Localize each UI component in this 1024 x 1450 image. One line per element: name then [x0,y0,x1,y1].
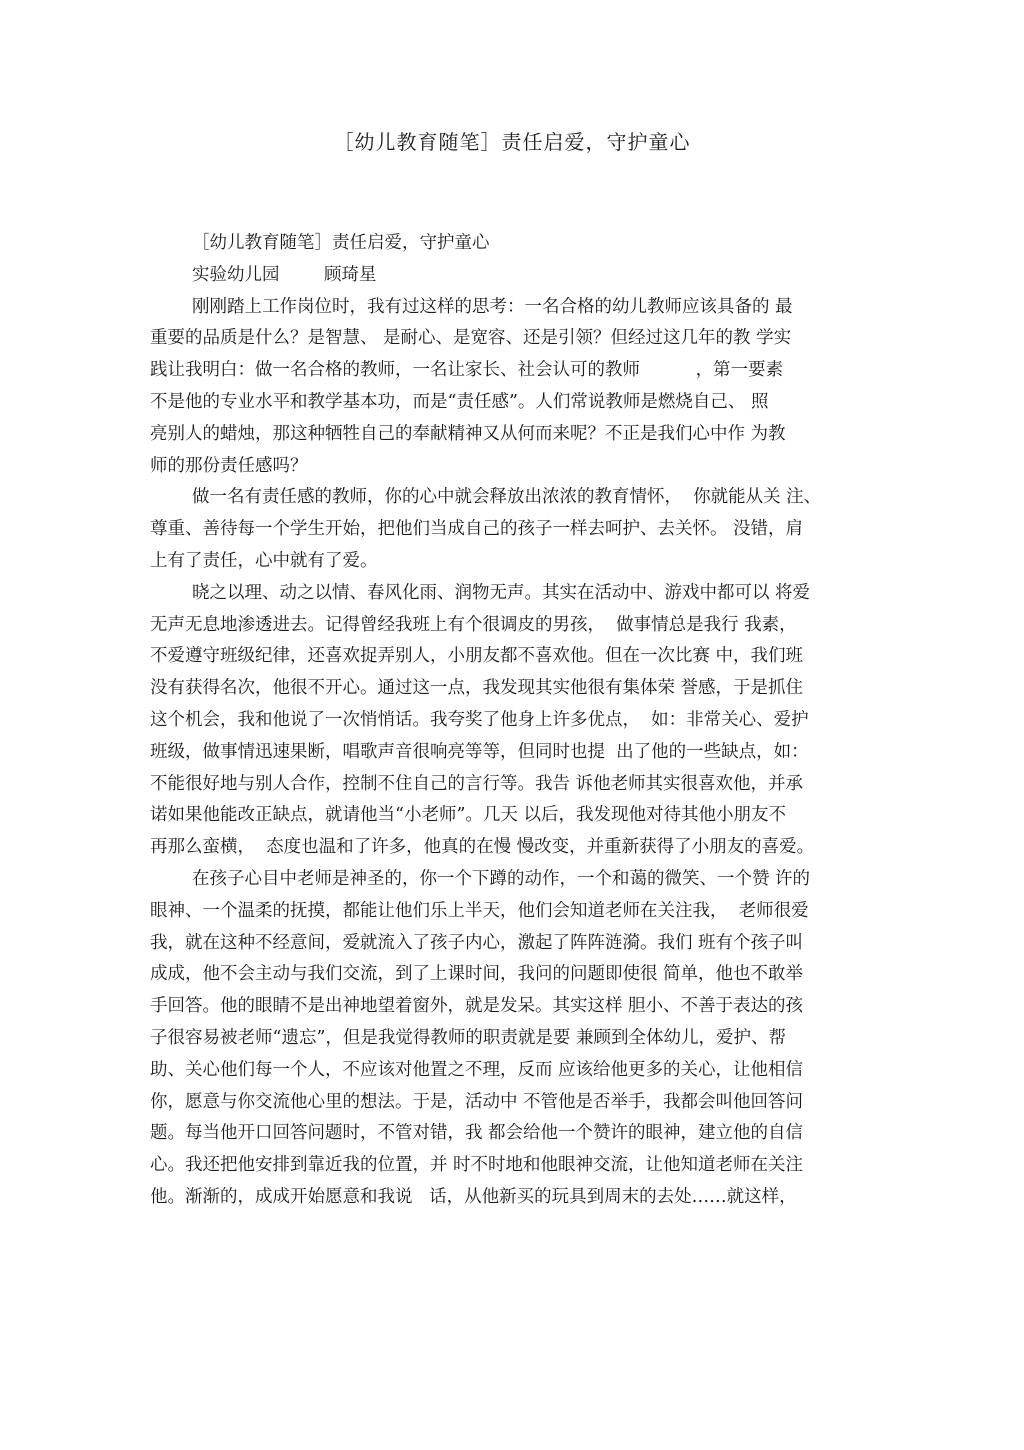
text-line: 师的那份责任感吗？ [150,455,308,476]
text-line: 手回答。他的眼睛不是出神地望着窗外，就是发呆。其实这样 胆小、不善于表达的孩 [150,996,804,1017]
document-title: ［幼儿教育随笔］责任启爱，守护童心 [333,130,691,154]
text-line: 晓之以理、动之以情、春风化雨、润物无声。其实在活动中、游戏中都可以 将爱 [192,582,811,603]
text-line: 你，愿意与你交流他心里的想法。于是，活动中 不管他是否举手，我都会叫他回答问 [150,1091,804,1112]
text-line: 这个机会，我和他说了一次悄悄话。我夸奖了他身上许多优点， 如：非常关心、爱护 [150,709,809,730]
text-line: 子很容易被老师“遗忘”，但是我觉得教师的职责就是要 兼顾到全体幼儿，爱护、帮 [150,1027,786,1048]
text-line: 亮别人的蜡烛，那这种牺牲自己的奉献精神又从何而来呢？不正是我们心中作 为教 [150,423,786,444]
text-line: 在孩子心目中老师是神圣的，你一个下蹲的动作，一个和蔼的微笑、一个赞 许的 [192,868,811,889]
text-line: 题。每当他开口回答问题时，不管对错，我 都会给他一个赞许的眼神，建立他的自信 [150,1123,804,1144]
text-line: 诺如果他能改正缺点，就请他当“小老师”。几天 以后，我发现他对待其他小朋友不 [150,805,786,826]
text-line: 他。渐渐的，成成开始愿意和我说 话，从他新买的玩具到周末的去处……就这样， [150,1186,797,1207]
text-line: 重要的品质是什么？是智慧、 是耐心、是宽容、还是引领？但经过这几年的教 学实 [150,328,792,349]
text-line: 我，就在这种不经意间，爱就流入了孩子内心，激起了阵阵涟漪。我们 班有个孩子叫 [150,932,804,953]
text-line: 再那么蛮横， 态度也温和了许多，他真的在慢 慢改变，并重新获得了小朋友的喜爱。 [150,837,815,858]
text-line: 心。我还把他安排到靠近我的位置，并 时不时地和他眼神交流，让他知道老师在关注 [150,1155,804,1176]
document-body [0,228,1024,1214]
text-line: 班级，做事情迅速果断，唱歌声音很响亮等等，但同时也提 出了他的一些缺点，如： [150,741,809,762]
text-line: 实验幼儿园 顾琦星 [192,264,377,285]
text-line: 无声无息地渗透进去。记得曾经我班上有个很调皮的男孩， 做事情总是我行 我素， [150,614,797,635]
text-line: ［幼儿教育随笔］责任启爱，守护童心 [192,233,490,253]
text-line: 眼神、一个温柔的抚摸，都能让他们乐上半天，他们会知道老师在关注我， 老师很爱 [150,900,809,921]
text-line: 上有了责任，心中就有了爱。 [150,550,378,571]
text-line: 做一名有责任感的教师，你的心中就会释放出浓浓的教育情怀， 你就能从关 注、 [192,487,822,508]
text-line: 成成，他不会主动与我们交流，到了上课时间，我问的问题即使很 简单，他也不敢举 [150,964,804,985]
text-line: 不是他的专业水平和教学基本功，而是“责任感”。人们常说教师是燃烧自己、 照 [150,391,769,412]
text-line: 不能很好地与别人合作，控制不住自己的言行等。我告 诉他老师其实很喜欢他，并承 [150,773,804,794]
text-line: 助、关心他们每一个人，不应该对他置之不理，反而 应该给他更多的关心，让他相信 [150,1059,804,1080]
text-line: 刚刚踏上工作岗位时，我有过这样的思考：一名合格的幼儿教师应该具备的 最 [192,296,793,317]
text-line: 没有获得名次，他很不开心。通过这一点，我发现其实他很有集体荣 誉感，于是抓住 [150,678,804,699]
text-line: 践让我明白：做一名合格的教师，一名让家长、社会认可的教师 ，第一要素 [150,360,784,381]
text-line: 尊重、善待每一个学生开始，把他们当成自己的孩子一样去呵护、去关怀。 没错，肩 [150,519,804,540]
text-line: 不爱遵守班级纪律，还喜欢捉弄别人，小朋友都不喜欢他。但在一次比赛 中，我们班 [150,646,804,667]
